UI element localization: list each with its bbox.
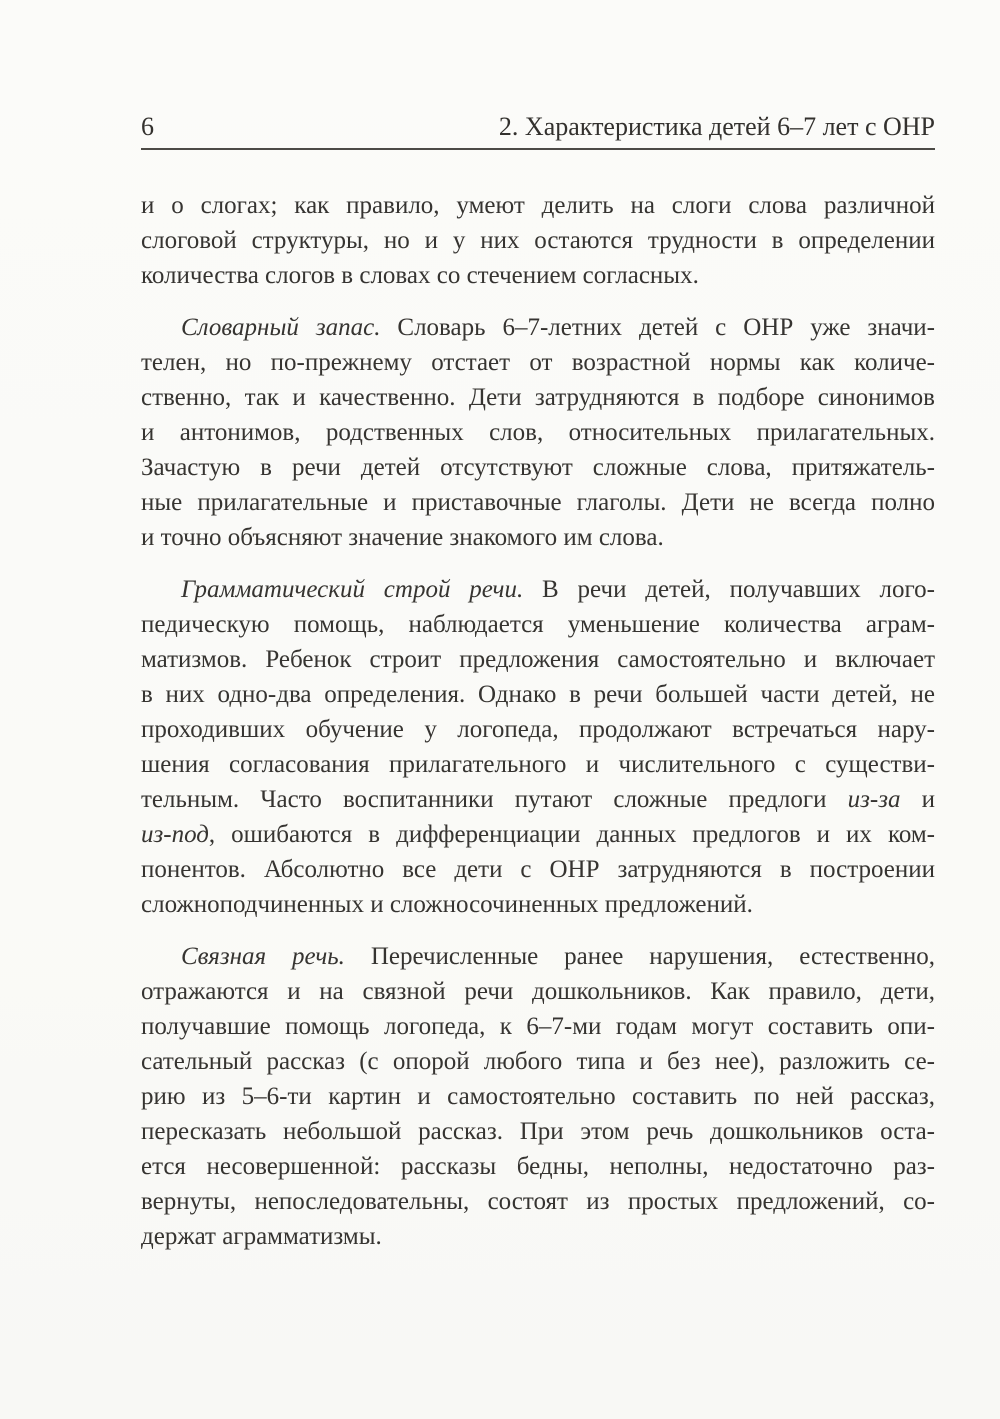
text-line <box>141 747 935 782</box>
text-run: ственно, так и качественно. Дети затрудняются в подборе синонимов <box>141 384 935 411</box>
page-body <box>141 188 935 1254</box>
text-line <box>141 1079 935 1114</box>
text-line <box>141 310 935 345</box>
text-line <box>141 782 935 817</box>
text-line <box>141 345 935 380</box>
text-line <box>141 1044 935 1079</box>
text-run: телен, но по-прежнему отстает от возрастной нормы как количе- <box>141 349 935 376</box>
text-run: рию из 5–6-ти картин и самостоятельно составить по ней рассказ, <box>141 1083 935 1110</box>
text-run: В речи детей, получавших лого- <box>523 576 935 603</box>
text-run: пересказать небольшой рассказ. При этом речь дошкольников оста- <box>141 1118 935 1145</box>
page-number: 6 <box>141 112 155 141</box>
text-line <box>141 258 935 293</box>
text-line <box>141 572 935 607</box>
text-run: проходивших обучение у логопеда, продолжают встречаться нару- <box>141 716 935 743</box>
running-title: 2. Характеристика детей 6–7 лет с ОНР <box>498 112 935 141</box>
text-line <box>141 974 935 1009</box>
text-line <box>141 1114 935 1149</box>
text-run: сложноподчиненных и сложносочиненных предложений. <box>141 891 753 918</box>
text-line <box>141 188 935 223</box>
italic-text-run: Словарный запас. <box>181 314 381 341</box>
text-run: шения согласования прилагательного и числительного с существи- <box>141 751 935 778</box>
text-line <box>141 485 935 520</box>
text-line <box>141 817 935 852</box>
text-run: понентов. Абсолютно все дети с ОНР затрудняются в построении <box>141 856 935 883</box>
text-line <box>141 380 935 415</box>
text-run: слоговой структуры, но и у них остаются трудности в определении <box>141 227 935 254</box>
text-run: и антонимов, родственных слов, относительных прилагательных. <box>141 419 935 446</box>
text-line <box>141 607 935 642</box>
text-run: ется несовершенной: рассказы бедны, неполны, недостаточно раз- <box>141 1153 935 1180</box>
text-line <box>141 887 935 922</box>
text-run: держат аграмматизмы. <box>141 1223 382 1250</box>
text-line <box>141 1009 935 1044</box>
text-run: Зачастую в речи детей отсутствуют сложные слова, притяжатель- <box>141 454 935 481</box>
paragraph <box>141 188 935 293</box>
text-run: получавшие помощь логопеда, к 6–7-ми годам могут составить опи- <box>141 1013 935 1040</box>
page-header <box>141 112 935 142</box>
text-run: , ошибаются в дифференциации данных предлогов и их ком- <box>208 821 935 848</box>
italic-text-run: из-за <box>847 786 901 813</box>
italic-text-run: из-под <box>141 821 209 848</box>
text-run: в них одно-два определения. Однако в речи большей части детей, не <box>141 681 935 708</box>
text-run: вернуты, непоследовательны, состоят из простых предложений, со- <box>141 1188 935 1215</box>
text-run: тельным. Часто воспитанники путают сложные предлоги <box>141 786 848 813</box>
text-run: матизмов. Ребенок строит предложения самостоятельно и включает <box>141 646 935 673</box>
header-rule <box>141 148 935 150</box>
text-line <box>141 1184 935 1219</box>
text-line <box>141 712 935 747</box>
text-run: количества слогов в словах со стечением согласных. <box>141 262 699 289</box>
text-run: Перечисленные ранее нарушения, естественно, <box>344 943 935 970</box>
text-line <box>141 1219 935 1254</box>
text-run: отражаются и на связной речи дошкольников. Как правило, дети, <box>141 978 935 1005</box>
text-line <box>141 677 935 712</box>
italic-text-run: Грамматический строй речи. <box>181 576 524 603</box>
text-line <box>141 450 935 485</box>
text-line <box>141 415 935 450</box>
text-run: Словарь 6–7-летних детей с ОНР уже значи- <box>380 314 935 341</box>
text-line <box>141 1149 935 1184</box>
text-line <box>141 852 935 887</box>
text-line <box>141 520 935 555</box>
text-line <box>141 939 935 974</box>
italic-text-run: Связная речь. <box>181 943 345 970</box>
text-line <box>141 642 935 677</box>
paragraph <box>141 310 935 555</box>
text-line <box>141 223 935 258</box>
text-run: и <box>900 786 935 813</box>
text-run: ные прилагательные и приставочные глаголы. Дети не всегда полно <box>141 489 935 516</box>
text-run: и о слогах; как правило, умеют делить на слоги слова различной <box>141 192 935 219</box>
text-run: педическую помощь, наблюдается уменьшение количества аграм- <box>141 611 935 638</box>
text-run: сательный рассказ (с опорой любого типа и без нее), разложить се- <box>141 1048 935 1075</box>
text-run: и точно объясняют значение знакомого им слова. <box>141 524 664 551</box>
paragraph <box>141 572 935 922</box>
paragraph <box>141 939 935 1254</box>
